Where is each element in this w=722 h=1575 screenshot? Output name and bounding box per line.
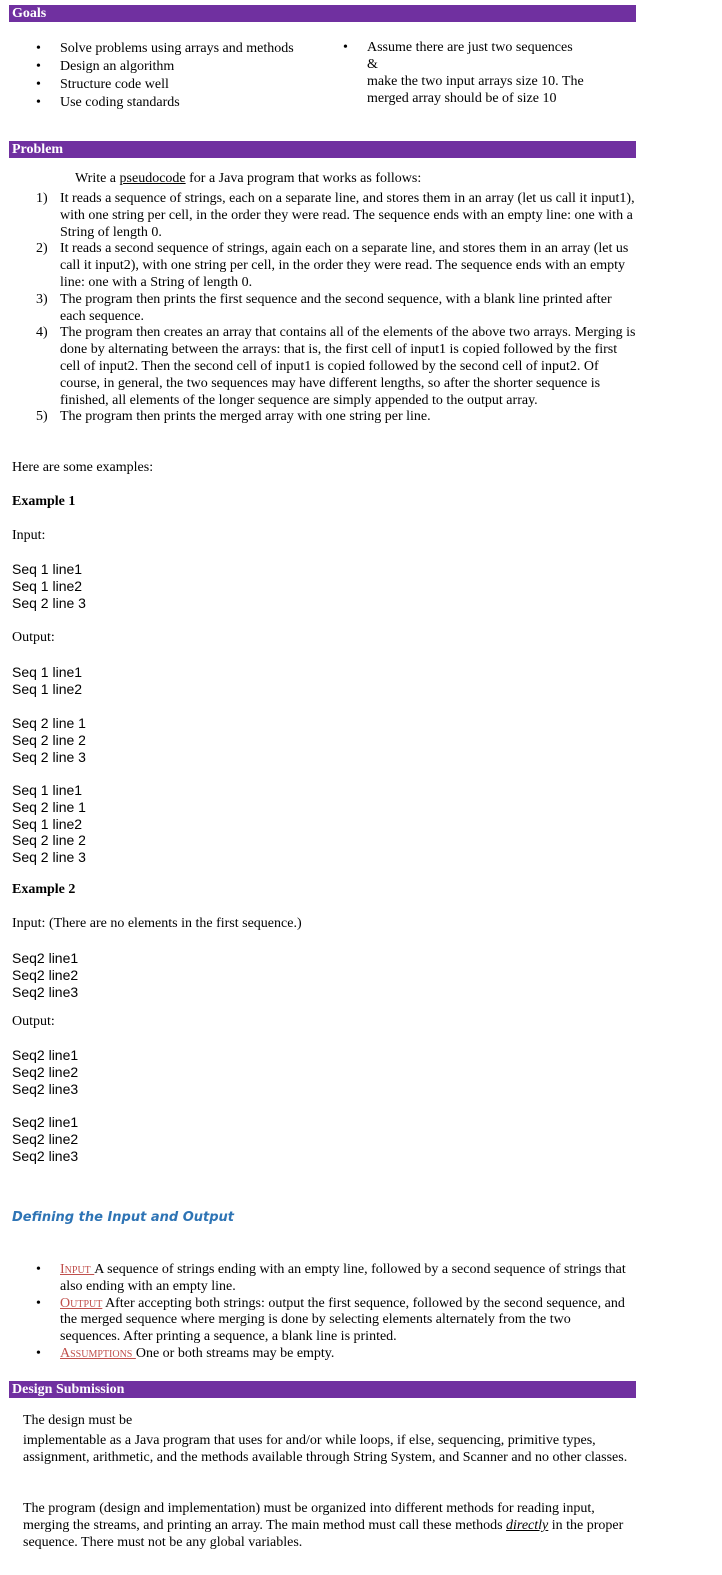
pseudocode-link: pseudocode (119, 171, 186, 186)
list-item: 3) The program then prints the first sequence and the second sequence, with a blank line printed after each sequence. (36, 291, 612, 324)
assumptions-definition: • Assumptions One or both streams may be empty. (60, 1346, 632, 1363)
list-item: 2) It reads a second sequence of strings, again each on a separate line, and stores them in an array (let us call it input2), with one string per cell, in the order they were read. The sequence ends with an empty line: one with a String of length 0. (36, 241, 629, 290)
example2-title: Example 2 (12, 882, 76, 897)
list-item: • Use coding standards (60, 94, 340, 112)
list-item: • Solve problems using arrays and methods (60, 40, 340, 58)
list-item: 4) The program then creates an array that contains all of the elements of the above two arrays. Merging is done by alternating between the arrays: that is, the first cell of input1 is copied followed by the first cell of input2. Then the second cell of input1 is copied followed by the second cell of input2. Of course, in general, the two sequences may have different lengths, so after the shorter sequence is finished, all elements of the longer sequence are simply appended to the output array. (36, 325, 636, 408)
goals-left-list (60, 40, 340, 112)
output-label: Output (60, 1295, 103, 1311)
example1-input: Seq 1 line1 Seq 1 line2 Seq 2 line 3 (12, 561, 86, 611)
example1-output-c: Seq 1 line1 Seq 2 line 1 Seq 1 line2 Seq 2 line 2 Seq 2 line 3 (12, 782, 86, 866)
output-definition: • Output After accepting both strings: output the first sequence, followed by the second sequence, and the merged sequence where merging is done by selecting elements alternately from the two sequences. After printing a sequence, a blank line is printed. (60, 1296, 632, 1346)
example2-output-a: Seq2 line1 Seq2 line2 Seq2 line3 (12, 1047, 79, 1097)
examples-intro: Here are some examples: (12, 460, 154, 475)
problem-steps (36, 191, 636, 426)
problem-intro: Write a pseudocode for a Java program that works as follows: (75, 171, 422, 186)
example1-input-label: Input: (12, 528, 46, 543)
io-heading: Defining the Input and Output (12, 1210, 234, 1225)
example2-output-b: Seq2 line1 Seq2 line2 Seq2 line3 (12, 1114, 79, 1164)
example1-title: Example 1 (12, 494, 76, 509)
example1-output-label: Output: (12, 630, 55, 645)
design-para1: implementable as a Java program that uses for and/or while loops, if else, sequencing, primitive types, assignment, arithmetic, and the methods available through String System, and Scanner and no other classes. (23, 1433, 628, 1465)
list-item: 1) It reads a sequence of strings, each on a separate line, and stores them in an array (let us call it input1), with one string per cell, in the order they were read. The sequence ends with an empty line: one with a String of length 0. (36, 191, 635, 240)
goals-right-list (367, 39, 627, 107)
io-list (60, 1262, 632, 1363)
example2-input-label: Input: (There are no elements in the first sequence.) (12, 916, 302, 931)
input-label: Input (60, 1262, 95, 1277)
list-item: 5) The program then prints the merged array with one string per line. (36, 409, 431, 425)
list-item: • Design an algorithm (60, 58, 340, 76)
design-para2: The program (design and implementation) must be organized into different methods for reading input, merging the streams, and printing an array. The main method must call these methods directly in the proper sequence. There must not be any global variables. (23, 1501, 624, 1550)
problem-header: Problem (9, 141, 636, 158)
input-definition: • Input A sequence of strings ending with an empty line, followed by a second sequence of strings that also ending with an empty line. (60, 1262, 632, 1296)
assumptions-label: Assumptions (60, 1345, 136, 1361)
goals-header: Goals (9, 5, 636, 22)
design-line1: The design must be (23, 1413, 133, 1428)
example2-output-label: Output: (12, 1014, 55, 1029)
example1-output-a: Seq 1 line1 Seq 1 line2 (12, 664, 83, 697)
directly-emphasis: directly (506, 1517, 549, 1533)
example1-output-b: Seq 2 line 1 Seq 2 line 2 Seq 2 line 3 (12, 715, 86, 765)
list-item: • Assume there are just two sequences & make the two input arrays size 10. The merged array should be of size 10 (367, 39, 627, 107)
example2-input: Seq2 line1 Seq2 line2 Seq2 line3 (12, 950, 79, 1000)
design-header: Design Submission (9, 1381, 636, 1398)
list-item: • Structure code well (60, 76, 340, 94)
